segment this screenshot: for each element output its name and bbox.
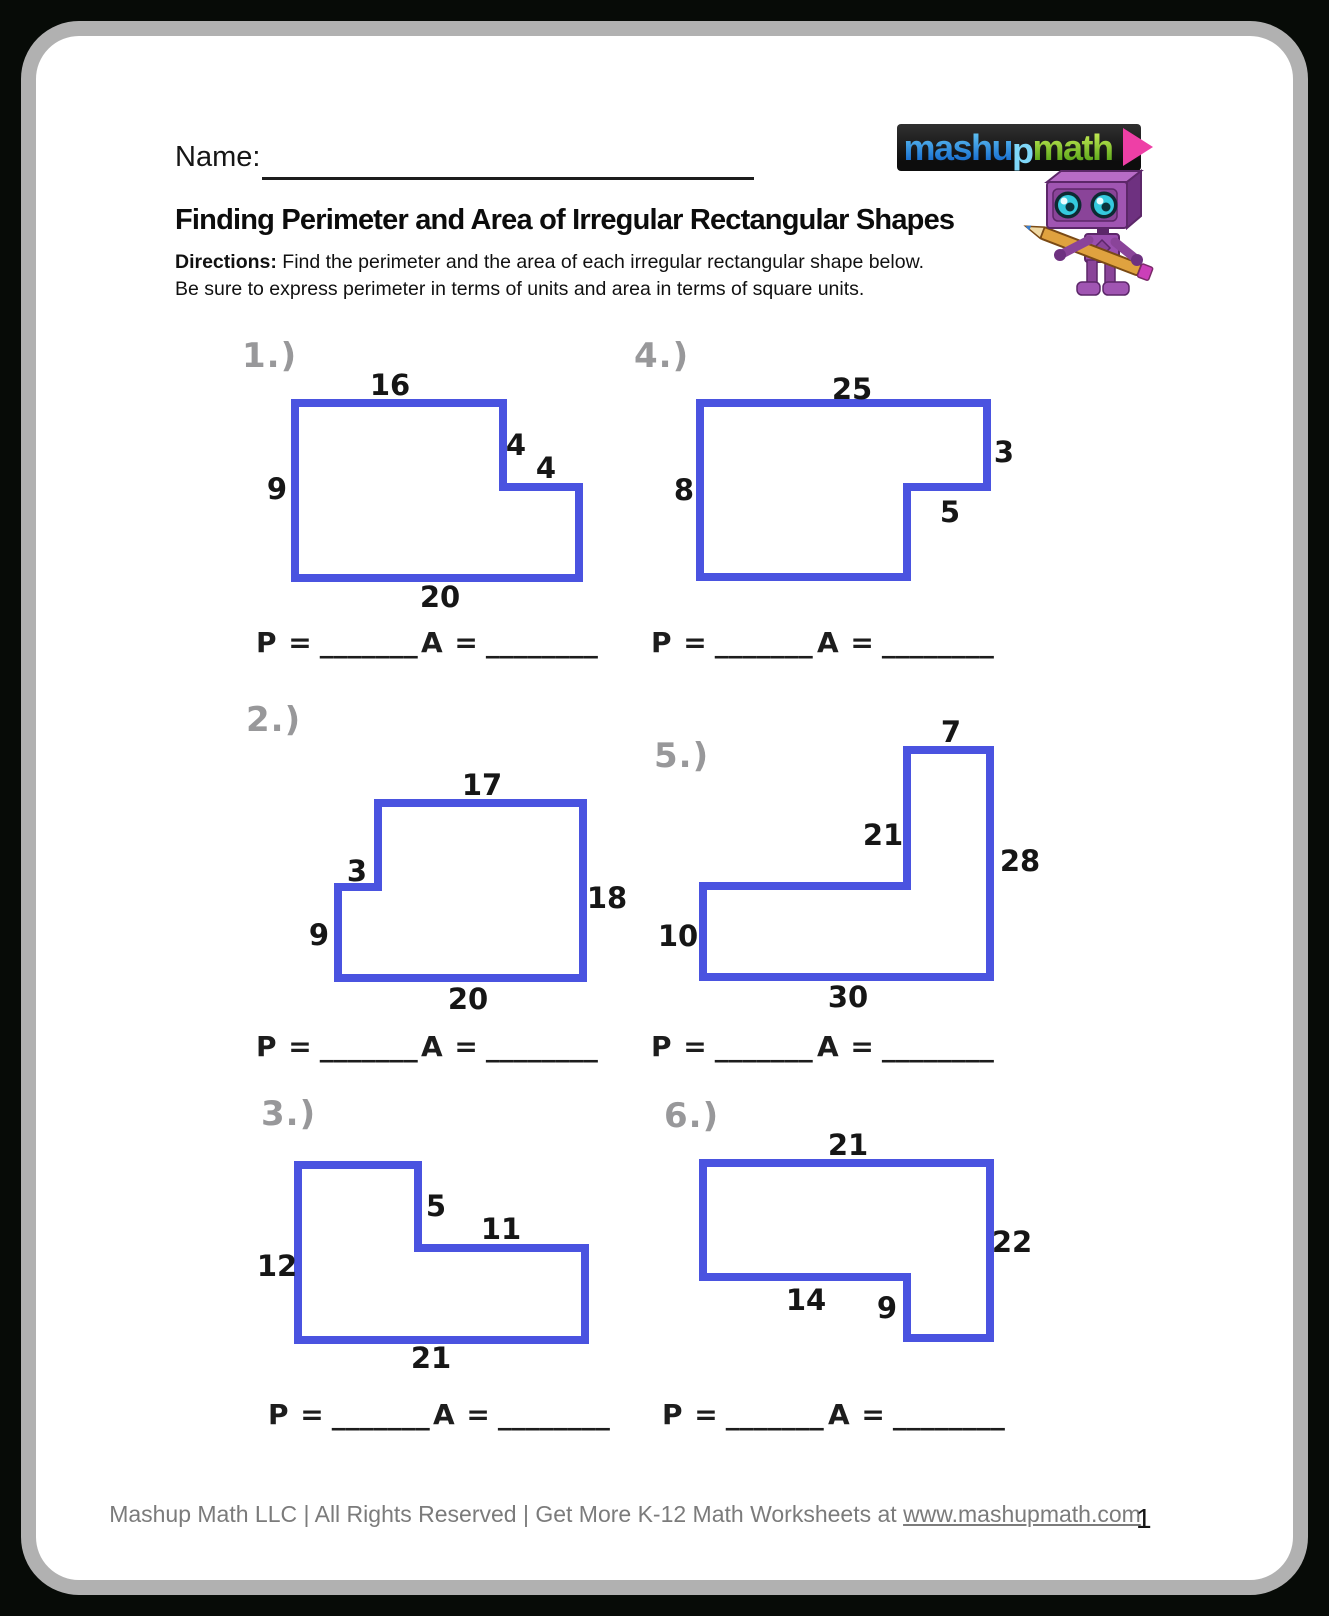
shape-1-outline bbox=[295, 403, 579, 578]
dim-label: 30 bbox=[827, 980, 869, 1014]
p-label: P = bbox=[268, 1398, 325, 1431]
answer-blank-line: _______ bbox=[725, 1398, 824, 1431]
footer-link[interactable]: www.mashupmath.com bbox=[903, 1501, 1141, 1527]
answer-blank-line: ________ bbox=[485, 1030, 598, 1063]
dim-label: 20 bbox=[447, 982, 489, 1016]
a-label: A = bbox=[433, 1398, 491, 1431]
a-label: A = bbox=[421, 626, 479, 659]
answer-blank-line: _______ bbox=[714, 626, 813, 659]
name-label: Name: bbox=[175, 141, 261, 173]
answer-blank-line: _______ bbox=[319, 1030, 418, 1063]
dim-label: 12 bbox=[256, 1249, 298, 1283]
dim-label: 3 bbox=[993, 435, 1015, 469]
perimeter-answer-1 bbox=[256, 626, 418, 659]
shape-4-outline bbox=[700, 403, 987, 577]
perimeter-answer-6 bbox=[662, 1398, 824, 1431]
dim-label: 21 bbox=[827, 1128, 869, 1162]
dim-label: 4 bbox=[505, 428, 527, 462]
a-label: A = bbox=[817, 626, 875, 659]
answer-blank-line: _______ bbox=[714, 1030, 813, 1063]
footer-copyright: Mashup Math LLC | All Rights Reserved | Get More K-12 Math Worksheets at bbox=[109, 1501, 897, 1527]
perimeter-answer-5 bbox=[651, 1030, 813, 1063]
dim-label: 21 bbox=[410, 1341, 452, 1375]
dim-label: 11 bbox=[480, 1212, 522, 1246]
a-label: A = bbox=[828, 1398, 886, 1431]
worksheet-title: Finding Perimeter and Area of Irregular Rectangular Shapes bbox=[175, 204, 955, 236]
p-label: P = bbox=[662, 1398, 719, 1431]
perimeter-answer-2 bbox=[256, 1030, 418, 1063]
logo-p-text: p bbox=[1012, 129, 1033, 171]
directions-label: Directions: bbox=[175, 251, 277, 273]
area-answer-5 bbox=[817, 1030, 994, 1063]
dim-label: 28 bbox=[999, 844, 1041, 878]
problem-number-2: 2.) bbox=[246, 700, 302, 740]
answer-blank-line: ________ bbox=[497, 1398, 610, 1431]
dim-label: 10 bbox=[657, 919, 699, 953]
footer-text bbox=[0, 1501, 1250, 1528]
dim-label: 14 bbox=[785, 1283, 827, 1317]
p-label: P = bbox=[651, 626, 708, 659]
shape-5-outline bbox=[703, 750, 990, 977]
dim-label: 9 bbox=[266, 472, 288, 506]
dim-label: 9 bbox=[308, 918, 330, 952]
p-label: P = bbox=[256, 1030, 313, 1063]
dim-label: 5 bbox=[425, 1189, 447, 1223]
area-answer-2 bbox=[421, 1030, 598, 1063]
dim-label: 16 bbox=[369, 368, 411, 402]
perimeter-answer-4 bbox=[651, 626, 813, 659]
problem-number-5: 5.) bbox=[654, 736, 710, 776]
problem-number-1: 1.) bbox=[242, 336, 298, 376]
dim-label: 20 bbox=[419, 580, 461, 614]
dim-label: 21 bbox=[862, 818, 904, 852]
a-label: A = bbox=[817, 1030, 875, 1063]
dim-label: 5 bbox=[939, 495, 961, 529]
problem-number-3: 3.) bbox=[261, 1094, 317, 1134]
page-number: 1 bbox=[1136, 1503, 1152, 1534]
problem-number-4: 4.) bbox=[634, 336, 690, 376]
dim-label: 17 bbox=[461, 768, 503, 802]
dim-label: 7 bbox=[940, 715, 962, 749]
problem-number-6: 6.) bbox=[664, 1096, 720, 1136]
answer-blank-line: ________ bbox=[892, 1398, 1005, 1431]
p-label: P = bbox=[256, 626, 313, 659]
directions-line2: Be sure to express perimeter in terms of units and area in terms of square units. bbox=[175, 278, 865, 300]
area-answer-3 bbox=[433, 1398, 610, 1431]
shape-2-outline bbox=[338, 803, 583, 978]
area-answer-1 bbox=[421, 626, 598, 659]
dim-label: 8 bbox=[673, 473, 695, 507]
p-label: P = bbox=[651, 1030, 708, 1063]
dim-label: 22 bbox=[991, 1225, 1033, 1259]
logo-mashup-text: mashu bbox=[903, 126, 1013, 168]
directions-line1: Find the perimeter and the area of each irregular rectangular shape below. bbox=[282, 251, 925, 273]
dim-label: 4 bbox=[535, 451, 557, 485]
answer-blank-line: _______ bbox=[331, 1398, 430, 1431]
dim-label: 3 bbox=[346, 854, 368, 888]
logo-math-text: math bbox=[1032, 126, 1113, 168]
area-answer-4 bbox=[817, 626, 994, 659]
perimeter-answer-3 bbox=[268, 1398, 430, 1431]
a-label: A = bbox=[421, 1030, 479, 1063]
dim-label: 25 bbox=[831, 372, 873, 406]
answer-blank-line: ________ bbox=[881, 626, 994, 659]
dim-label: 9 bbox=[876, 1291, 898, 1325]
shape-6-outline bbox=[703, 1163, 990, 1338]
answer-blank-line: ________ bbox=[881, 1030, 994, 1063]
area-answer-6 bbox=[828, 1398, 1005, 1431]
dim-label: 18 bbox=[586, 881, 628, 915]
answer-blank-line: ________ bbox=[485, 626, 598, 659]
answer-blank-line: _______ bbox=[319, 626, 418, 659]
